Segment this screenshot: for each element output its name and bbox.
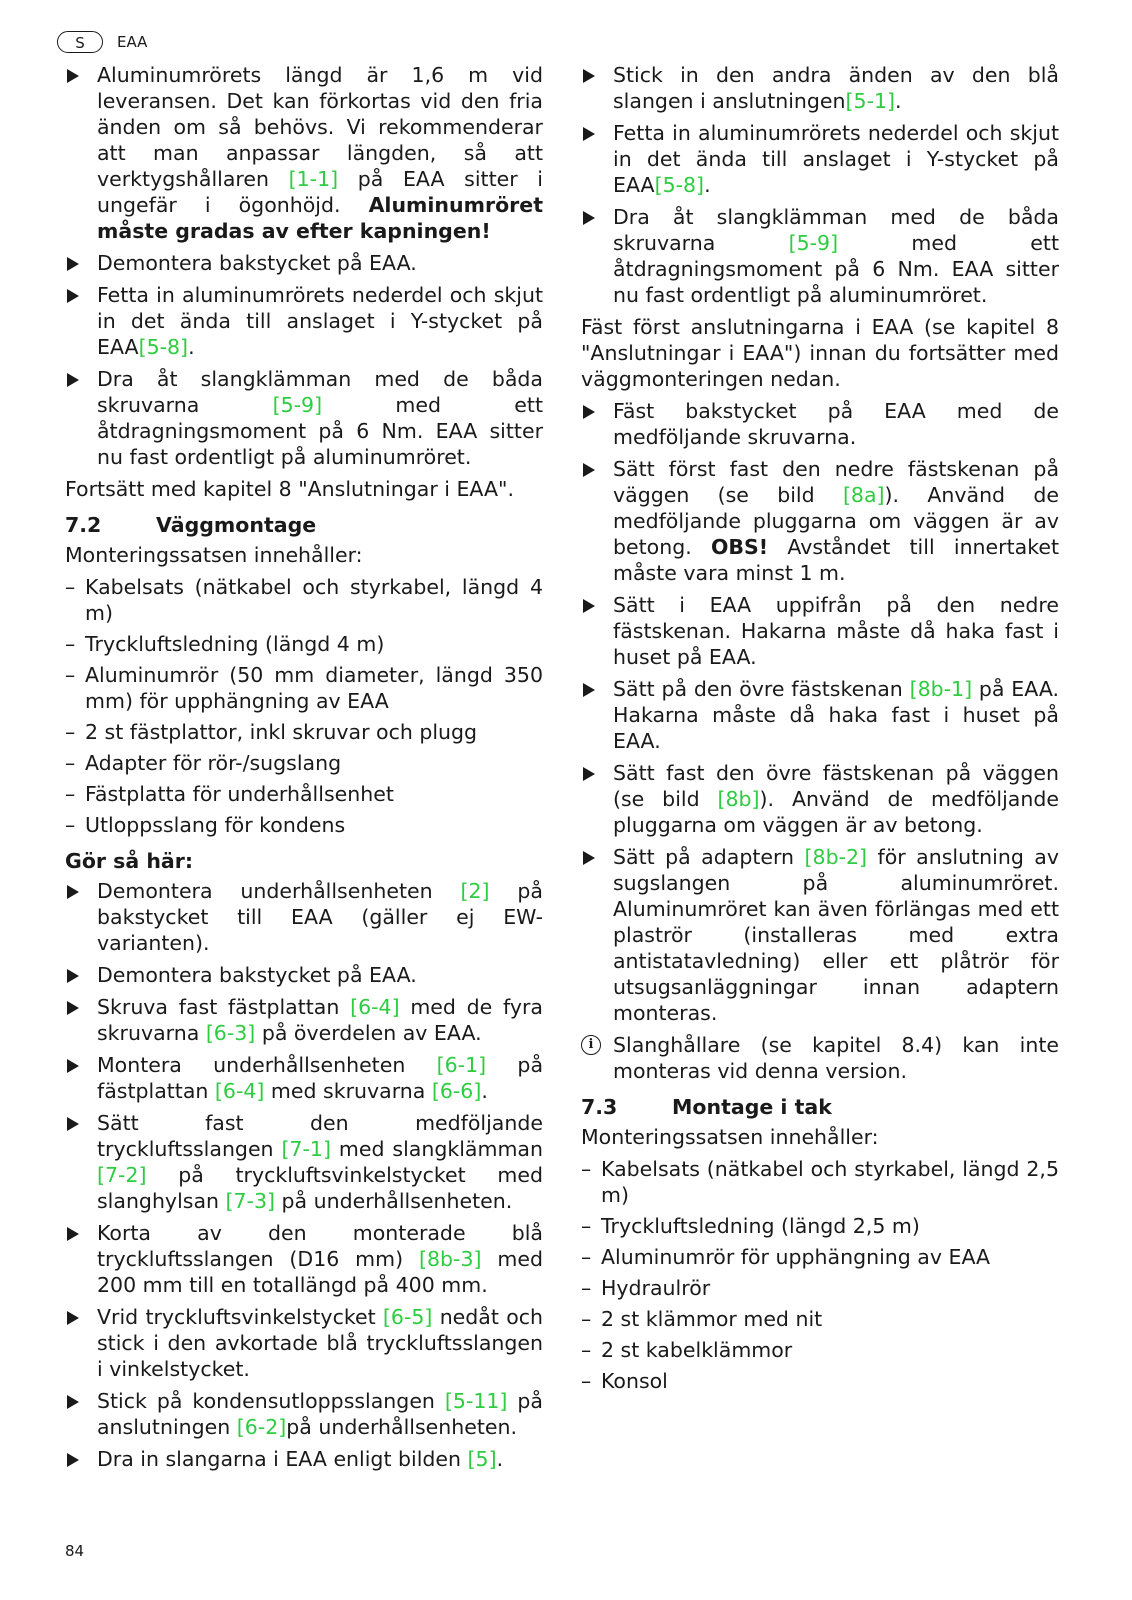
language-badge: S bbox=[57, 31, 103, 53]
figure-ref: [8b-1] bbox=[909, 677, 973, 701]
figure-ref: [6-2] bbox=[236, 1415, 287, 1439]
step-adapter: Sätt på adaptern [8b-2] för anslutning av sugslangen på aluminumröret. Aluminumröret kan även förlängas med ett plaströr (installeras med extra antistatavledning) eller ett plåtrör för utsugsanläggningar innan adaptern monteras. bbox=[581, 844, 1059, 1026]
step-grease-rod: Fetta in aluminumrörets nederdel och skjut in det ända till anslaget i Y-stycket på EAA[5-8]. bbox=[65, 282, 543, 360]
step-lower-rail: Sätt först fast den nedre fästskenan på väggen (se bild [8a]). Använd de medföljande pluggarna om väggen är av betong. OBS! Avståndet till innertaket måste vara minst 1 m. bbox=[581, 456, 1059, 586]
connections-paragraph: Fäst först anslutningarna i EAA (se kapitel 8 "Anslutningar i EAA") innan du fortsätter med väggmonteringen nedan. bbox=[581, 315, 1059, 391]
kit-item: – Hydraulrör bbox=[581, 1275, 1059, 1301]
step-grease-rod: Fetta in aluminumrörets nederdel och skjut in det ända till anslaget i Y-stycket på EAA[5-8]. bbox=[581, 120, 1059, 198]
figure-ref: [6-4] bbox=[214, 1079, 265, 1103]
left-column bbox=[65, 62, 543, 1478]
figure-ref: [8b] bbox=[717, 787, 760, 811]
step-rotate-elbow: Vrid tryckluftsvinkelstycket [6-5] nedåt och stick i den avkortade blå tryckluftsslangen i vinkelstycket. bbox=[65, 1304, 543, 1382]
info-icon: i bbox=[581, 1035, 601, 1055]
how-to-heading: Gör så här: bbox=[65, 849, 194, 873]
step-rod-length: Aluminumrörets längd är 1,6 m vid leveransen. Det kan förkortas vid den fria änden om så behövs. Vi rekommenderar att man anpassar längden, så att verktygshållaren [1-1] på EAA sitter i ungefär i ögonhöjd. Aluminumröret måste gradas av efter kapningen! bbox=[65, 62, 543, 244]
info-note bbox=[581, 1032, 1059, 1084]
figure-ref: [6-4] bbox=[350, 995, 400, 1019]
figure-ref: [5-11] bbox=[444, 1389, 508, 1413]
step-insert-blue-hose: Stick in den andra änden av den blå slangen i anslutningen[5-1]. bbox=[581, 62, 1059, 114]
step-attach-condensate-hose: Stick på kondensutloppsslangen [5-11] på anslutningen [6-2]på underhållsenheten. bbox=[65, 1388, 543, 1440]
step-remove-maintenance-unit: Demontera underhållsenheten [2] på bakstycket till EAA (gäller ej EW-varianten). bbox=[65, 878, 543, 956]
info-note-text: Slanghållare (se kapitel 8.4) kan inte monteras vid denna version. bbox=[613, 1033, 1059, 1083]
step-fasten-backpiece: Fäst bakstycket på EAA med de medföljande skruvarna. bbox=[581, 398, 1059, 450]
warning-text: OBS! bbox=[710, 535, 769, 559]
figure-ref: [8b-2] bbox=[804, 845, 868, 869]
step-remove-backpiece: Demontera bakstycket på EAA. bbox=[65, 962, 543, 988]
step-fix-upper-rail: Sätt fast den övre fästskenan på väggen (se bild [8b]). Använd de medföljande pluggarna om väggen är av betong. bbox=[581, 760, 1059, 838]
figure-ref: [7-3] bbox=[225, 1189, 275, 1213]
figure-ref: [6-5] bbox=[382, 1305, 433, 1329]
figure-ref: [1-1] bbox=[288, 167, 339, 191]
figure-ref: [5-9] bbox=[272, 393, 323, 417]
figure-ref: [6-6] bbox=[431, 1079, 482, 1103]
kit-intro: Monteringssatsen innehåller: bbox=[65, 543, 363, 567]
step-tighten-clamp: Dra åt slangklämman med de båda skruvarna [5-9] med ett åtdragningsmoment på 6 Nm. EAA sitter nu fast ordentligt på aluminumröret. bbox=[65, 366, 543, 470]
kit-item: – 2 st fästplattor, inkl skruvar och plugg bbox=[65, 719, 543, 745]
kit-intro: Monteringssatsen innehåller: bbox=[581, 1125, 879, 1149]
kit-item: – Aluminumrör för upphängning av EAA bbox=[581, 1244, 1059, 1270]
step-mount-maintenance-unit: Montera underhållsenheten [6-1] på fästplattan [6-4] med skruvarna [6-6]. bbox=[65, 1052, 543, 1104]
step-upper-rail: Sätt på den övre fästskenan [8b-1] på EAA. Hakarna måste då haka fast i huset på EAA. bbox=[581, 676, 1059, 754]
figure-ref: [7-2] bbox=[97, 1163, 147, 1187]
figure-ref: [5] bbox=[467, 1447, 497, 1471]
figure-ref: [5-8] bbox=[654, 173, 705, 197]
kit-item: – Kabelsats (nätkabel och styrkabel, längd 2,5 m) bbox=[581, 1156, 1059, 1208]
section-title: Väggmontage bbox=[156, 513, 317, 537]
figure-ref: [6-3] bbox=[205, 1021, 256, 1045]
section-heading-7-3 bbox=[581, 1094, 1059, 1120]
kit-item: – 2 st kabelklämmor bbox=[581, 1337, 1059, 1363]
step-attach-air-hose: Sätt fast den medföljande tryckluftsslangen [7-1] med slangklämman [7-2] på tryckluftsvinkelstycket med slanghylsan [7-3] på underhållsenheten. bbox=[65, 1110, 543, 1214]
step-hang-unit: Sätt i EAA uppifrån på den nedre fästskenan. Hakarna måste då haka fast i huset på EAA. bbox=[581, 592, 1059, 670]
figure-ref: [2] bbox=[460, 879, 490, 903]
kit-item: – Adapter för rör-/sugslang bbox=[65, 750, 543, 776]
section-heading-7-2 bbox=[65, 512, 543, 538]
section-number: 7.2 bbox=[65, 513, 102, 537]
kit-item: – Fästplatta för underhållsenhet bbox=[65, 781, 543, 807]
figure-ref: [5-9] bbox=[788, 231, 839, 255]
section-title: Montage i tak bbox=[672, 1095, 832, 1119]
kit-item: – Kabelsats (nätkabel och styrkabel, längd 4 m) bbox=[65, 574, 543, 626]
kit-item: – Tryckluftsledning (längd 4 m) bbox=[65, 631, 543, 657]
figure-ref: [5-1] bbox=[845, 89, 896, 113]
page-number: 84 bbox=[65, 1542, 85, 1560]
kit-item: – Tryckluftsledning (längd 2,5 m) bbox=[581, 1213, 1059, 1239]
product-label: EAA bbox=[117, 33, 148, 51]
section-number: 7.3 bbox=[581, 1095, 618, 1119]
step-remove-backpiece: Demontera bakstycket på EAA. bbox=[65, 250, 543, 276]
figure-ref: [6-1] bbox=[436, 1053, 487, 1077]
step-screw-plate: Skruva fast fästplattan [6-4] med de fyra skruvarna [6-3] på överdelen av EAA. bbox=[65, 994, 543, 1046]
warning-text: Aluminumröret måste gradas av efter kapningen! bbox=[97, 193, 543, 243]
figure-ref: [5-8] bbox=[138, 335, 189, 359]
kit-item: – Konsol bbox=[581, 1368, 1059, 1394]
step-tighten-clamp: Dra åt slangklämman med de båda skruvarna [5-9] med ett åtdragningsmoment på 6 Nm. EAA sitter nu fast ordentligt på aluminumröret. bbox=[581, 204, 1059, 308]
figure-ref: [8a] bbox=[842, 483, 885, 507]
page-header bbox=[57, 30, 147, 54]
right-column bbox=[581, 62, 1059, 1399]
figure-ref: [8b-3] bbox=[419, 1247, 482, 1271]
step-route-hoses: Dra in slangarna i EAA enligt bilden [5]. bbox=[65, 1446, 543, 1472]
continue-text: Fortsätt med kapitel 8 "Anslutningar i EAA". bbox=[65, 477, 514, 501]
kit-item: – Utloppsslang för kondens bbox=[65, 812, 543, 838]
figure-ref: [7-1] bbox=[281, 1137, 331, 1161]
step-shorten-hose: Korta av den monterade blå tryckluftsslangen (D16 mm) [8b-3] med 200 mm till en totallängd på 400 mm. bbox=[65, 1220, 543, 1298]
kit-item: – 2 st klämmor med nit bbox=[581, 1306, 1059, 1332]
kit-item: – Aluminumrör (50 mm diameter, längd 350 mm) för upphängning av EAA bbox=[65, 662, 543, 714]
